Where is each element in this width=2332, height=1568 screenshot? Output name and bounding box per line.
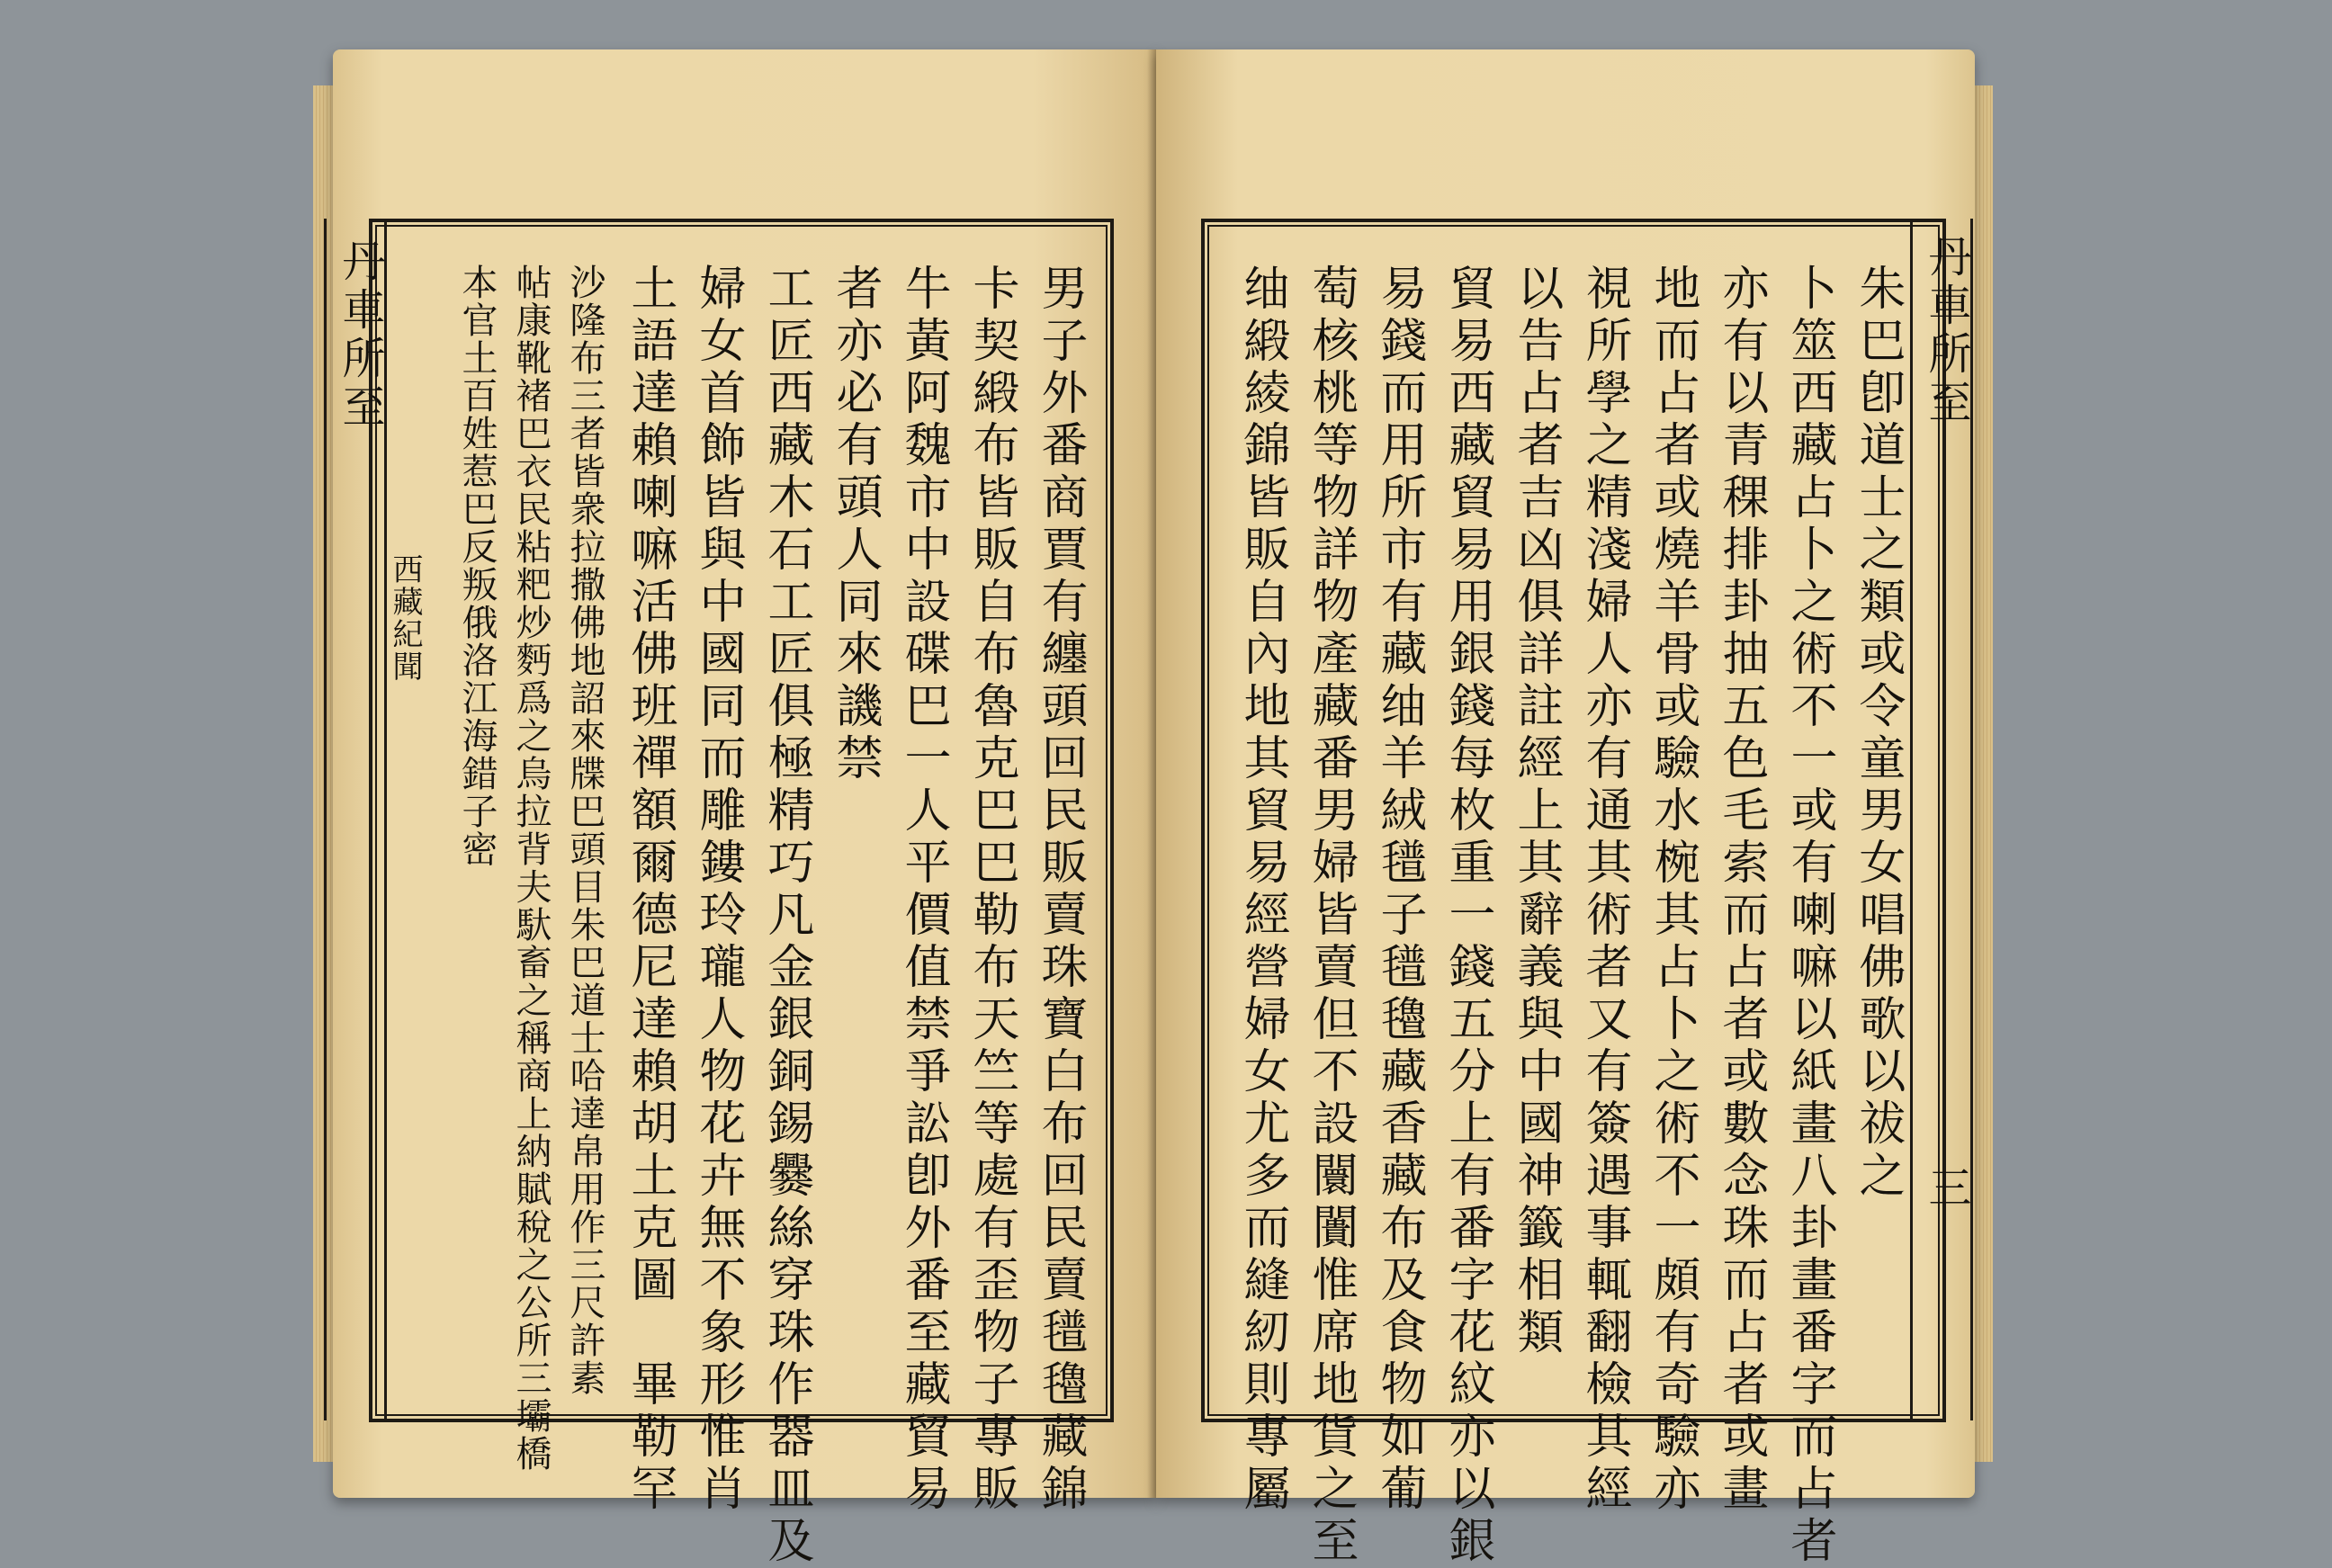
left-page — [333, 49, 1156, 1568]
left-line-2: 卡契緞布皆販自布魯克巴巴勒布天竺等處有歪物子專販 — [964, 264, 1018, 1516]
left-line-5: 工匠西藏木石工匠俱極精巧凡金銀銅錫爨絲穿珠作器皿及 — [759, 264, 813, 1568]
left-line-8: 沙隆布三者皆衆拉撒佛地詔來牒巴頭目朱巴道士哈達帛用作三尺許素 — [564, 264, 605, 1397]
left-line-7: 土語達賴喇嘛活佛班禪額爾德尼達賴胡土克圖 畢勒罕 — [623, 264, 677, 1516]
right-line-8: 易錢而用所市有藏䌷羊絨氆子氆氌藏香藏布及食物如葡 — [1372, 264, 1426, 1516]
right-line-1: 朱巴卽道士之類或令童男女唱佛歌以祓之 — [1851, 264, 1905, 1203]
left-line-6: 婦女首飾皆與中國同而雕鏤玲瓏人物花卉無不象形惟肖 — [691, 264, 745, 1516]
right-line-5: 視所學之精淺婦人亦有通其術者又有簽遇事輒翻檢其經 — [1577, 264, 1631, 1516]
left-line-4: 者亦必有頭人同來譏禁 — [828, 264, 882, 785]
right-line-10: 䌷緞綾錦皆販自內地其貿易經營婦女尤多而縫紉則專屬 — [1235, 264, 1289, 1516]
left-line-1: 男子外番商賈有纏頭回民販賣珠寶白布回民賣氆氌藏錦 — [1033, 264, 1087, 1516]
left-line-3: 牛黃阿魏市中設碟巴一人平價值禁爭訟卽外番至藏貿易 — [896, 264, 950, 1516]
left-header-title: 丹車所至 — [335, 238, 385, 433]
right-line-3: 亦有以青稞排卦抽五色毛索而占者或數念珠而占者或畫 — [1714, 264, 1768, 1516]
open-book — [333, 49, 1975, 1568]
right-folio: 三 — [1921, 1165, 1971, 1214]
right-header-title: 丹車所至 — [1921, 234, 1971, 428]
left-side-caption: 西藏紀聞 — [387, 553, 423, 683]
left-line-10: 本官土百姓惹巴反叛俄洛江海錯子密 — [456, 264, 498, 868]
left-line-9: 帖康靴褚巴衣民粘粑炒麪爲之烏拉背夫馱畜之稱商上納賦稅之公所三壩橋 — [510, 264, 552, 1473]
right-line-9: 萄核桃等物詳物產藏番男婦皆賣但不設闤闠惟席地貨之至 — [1304, 264, 1358, 1568]
right-line-7: 貿易西藏貿易用銀錢每枚重一錢五分上有番字花紋亦以銀 — [1440, 264, 1494, 1568]
right-line-4: 地而占者或燒羊骨或驗水椀其占卜之術不一頗有奇驗亦 — [1646, 264, 1700, 1516]
right-line-2: 卜筮西藏占卜之術不一或有喇嘛以紙畫八卦畫番字而占者 — [1782, 264, 1836, 1568]
right-line-6: 以告占者吉凶俱詳註經上其辭義與中國神籤相類 — [1509, 264, 1563, 1359]
right-page — [1156, 49, 1975, 1568]
